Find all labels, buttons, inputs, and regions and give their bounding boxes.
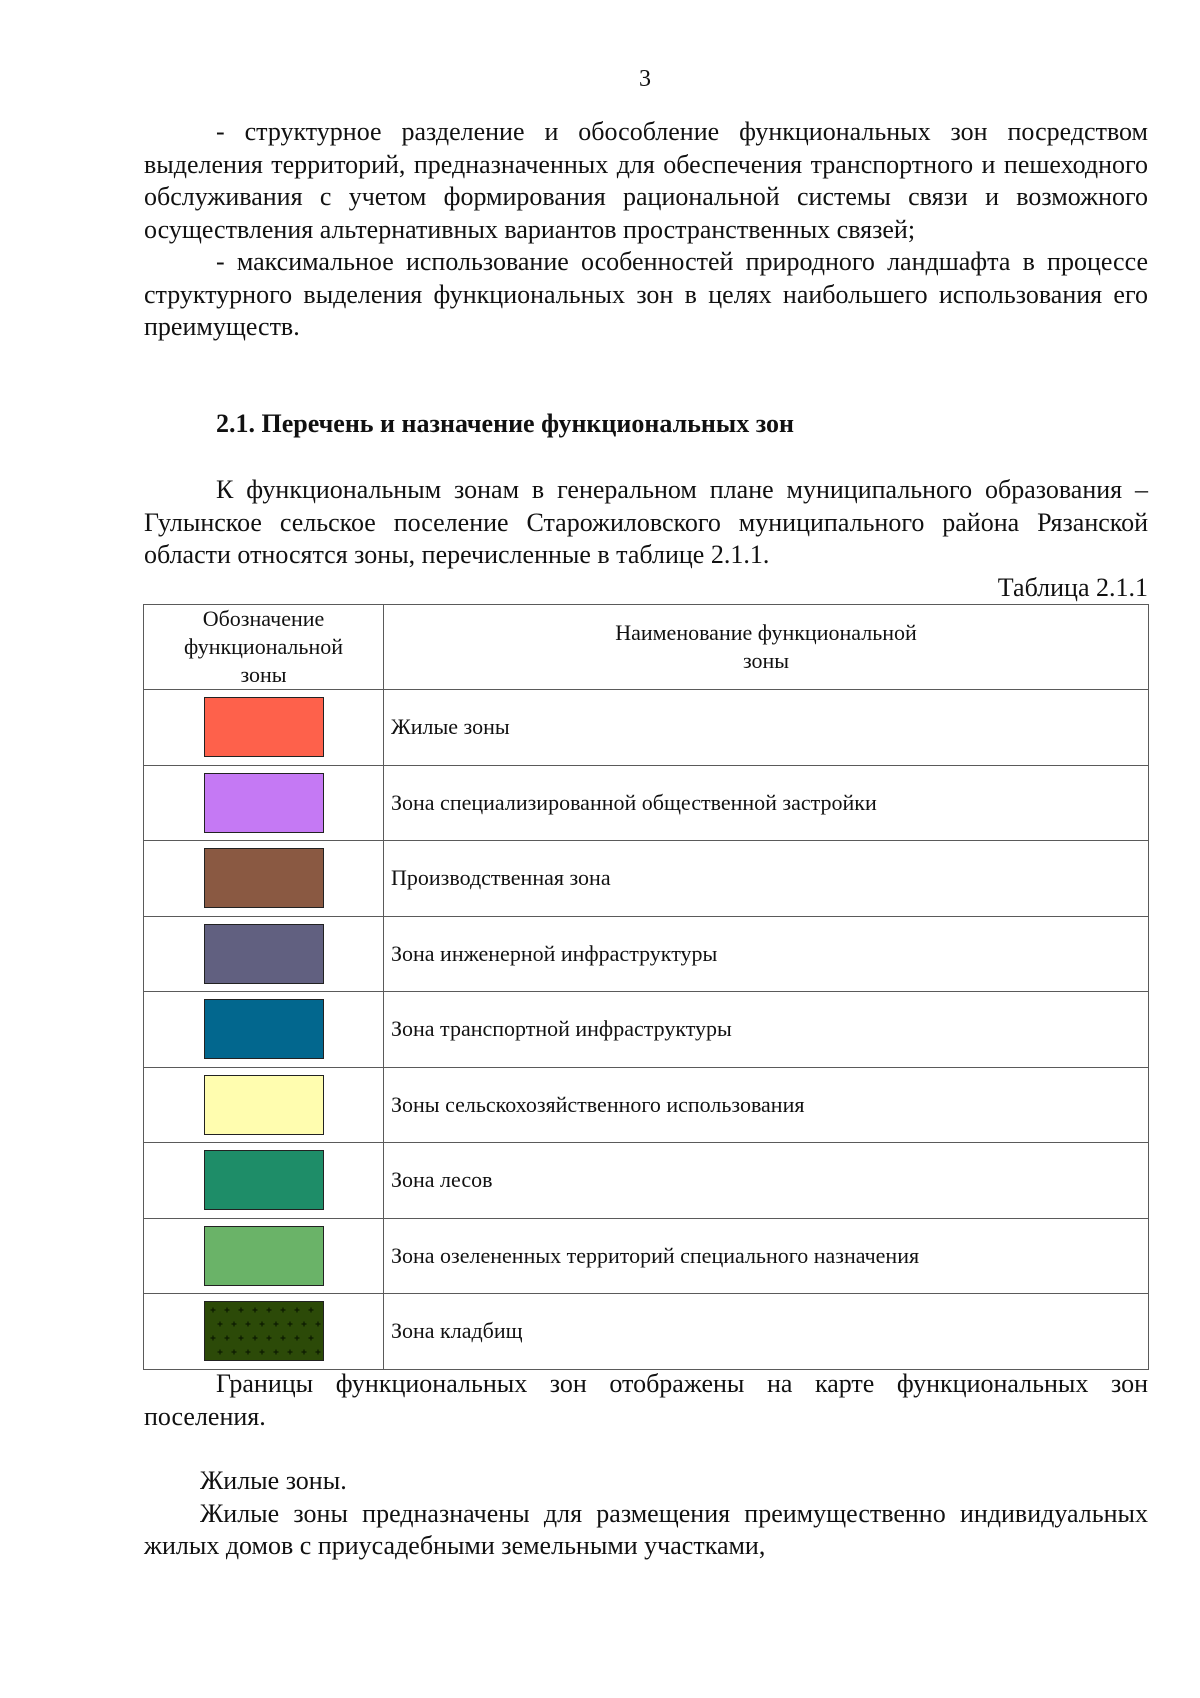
table-row — [144, 1294, 1149, 1370]
zone-swatch-cell — [144, 765, 384, 841]
zone-swatch-cell — [144, 916, 384, 992]
intro-paragraph-1: - структурное разделение и обособление функциональных зон посредством выделения территорий, предназначенных для обеспечения транспортного и пешеходного обслуживания с учетом формирования рациональной системы связи и возможного осуществления альтернативных вариантов пространственных связей; — [144, 117, 1148, 244]
zone-color-swatch — [204, 1226, 324, 1286]
zone-swatch-cell — [144, 992, 384, 1068]
table-row — [144, 1067, 1149, 1143]
zone-name: Жилые зоны — [384, 690, 1149, 766]
residential-paragraph: Жилые зоны предназначены для размещения преимущественно индивидуальных жилых домов с приусадебными земельными участками, — [144, 1498, 1148, 1560]
section-text-block — [144, 474, 1148, 572]
table-row — [144, 765, 1149, 841]
cross-pattern-icon — [205, 1302, 323, 1360]
table-row — [144, 1143, 1149, 1219]
zone-swatch-cell — [144, 1143, 384, 1219]
header-designation: Обозначение функциональной зоны — [144, 605, 384, 690]
table-row — [144, 916, 1149, 992]
table-header-row — [144, 605, 1149, 690]
table-body — [144, 690, 1149, 1370]
table-caption: Таблица 2.1.1 — [997, 573, 1148, 602]
intro-text — [144, 116, 1148, 344]
zone-name: Зона специализированной общественной застройки — [384, 765, 1149, 841]
zone-color-swatch — [204, 773, 324, 833]
zone-name: Зона кладбищ — [384, 1294, 1149, 1370]
page-number: 3 — [639, 66, 651, 92]
header-zone-name: Наименование функциональной зоны — [384, 605, 1149, 690]
zone-color-swatch — [204, 697, 324, 757]
zone-swatch-cell — [144, 1294, 384, 1370]
zone-color-swatch — [204, 1150, 324, 1210]
zone-name: Зона лесов — [384, 1143, 1149, 1219]
section-heading: 2.1. Перечень и назначение функциональных зон — [216, 409, 794, 438]
zone-name: Производственная зона — [384, 841, 1149, 917]
zone-color-swatch — [204, 1301, 324, 1361]
section-paragraph: К функциональным зонам в генеральном плане муниципального образования – Гулынское сельское поселение Старожиловского муниципального района Рязанской области относятся зоны, перечисленные в таблице 2.1.1. — [144, 475, 1148, 569]
zone-color-swatch — [204, 999, 324, 1059]
zone-name: Зона транспортной инфраструктуры — [384, 992, 1149, 1068]
zone-name: Зона инженерной инфраструктуры — [384, 916, 1149, 992]
zone-color-swatch — [204, 1075, 324, 1135]
residential-heading: Жилые зоны. — [200, 1466, 347, 1495]
zone-swatch-cell — [144, 1218, 384, 1294]
zone-swatch-cell — [144, 690, 384, 766]
residential-block — [144, 1465, 1148, 1563]
zone-swatch-cell — [144, 1067, 384, 1143]
zone-swatch-cell — [144, 841, 384, 917]
functional-zones-table — [143, 604, 1149, 1370]
table-row — [144, 992, 1149, 1068]
table-row — [144, 690, 1149, 766]
intro-paragraph-2: - максимальное использование особенностей природного ландшафта в процессе структурного выделения функциональных зон в целях наибольшего использования его преимуществ. — [144, 247, 1148, 341]
table-row — [144, 1218, 1149, 1294]
zone-name: Зоны сельскохозяйственного использования — [384, 1067, 1149, 1143]
zone-color-swatch — [204, 848, 324, 908]
table-row — [144, 841, 1149, 917]
after-table-text — [144, 1368, 1148, 1433]
zone-color-swatch — [204, 924, 324, 984]
after-table-paragraph: Границы функциональных зон отображены на карте функциональных зон поселения. — [144, 1369, 1148, 1431]
zone-name: Зона озелененных территорий специального назначения — [384, 1218, 1149, 1294]
